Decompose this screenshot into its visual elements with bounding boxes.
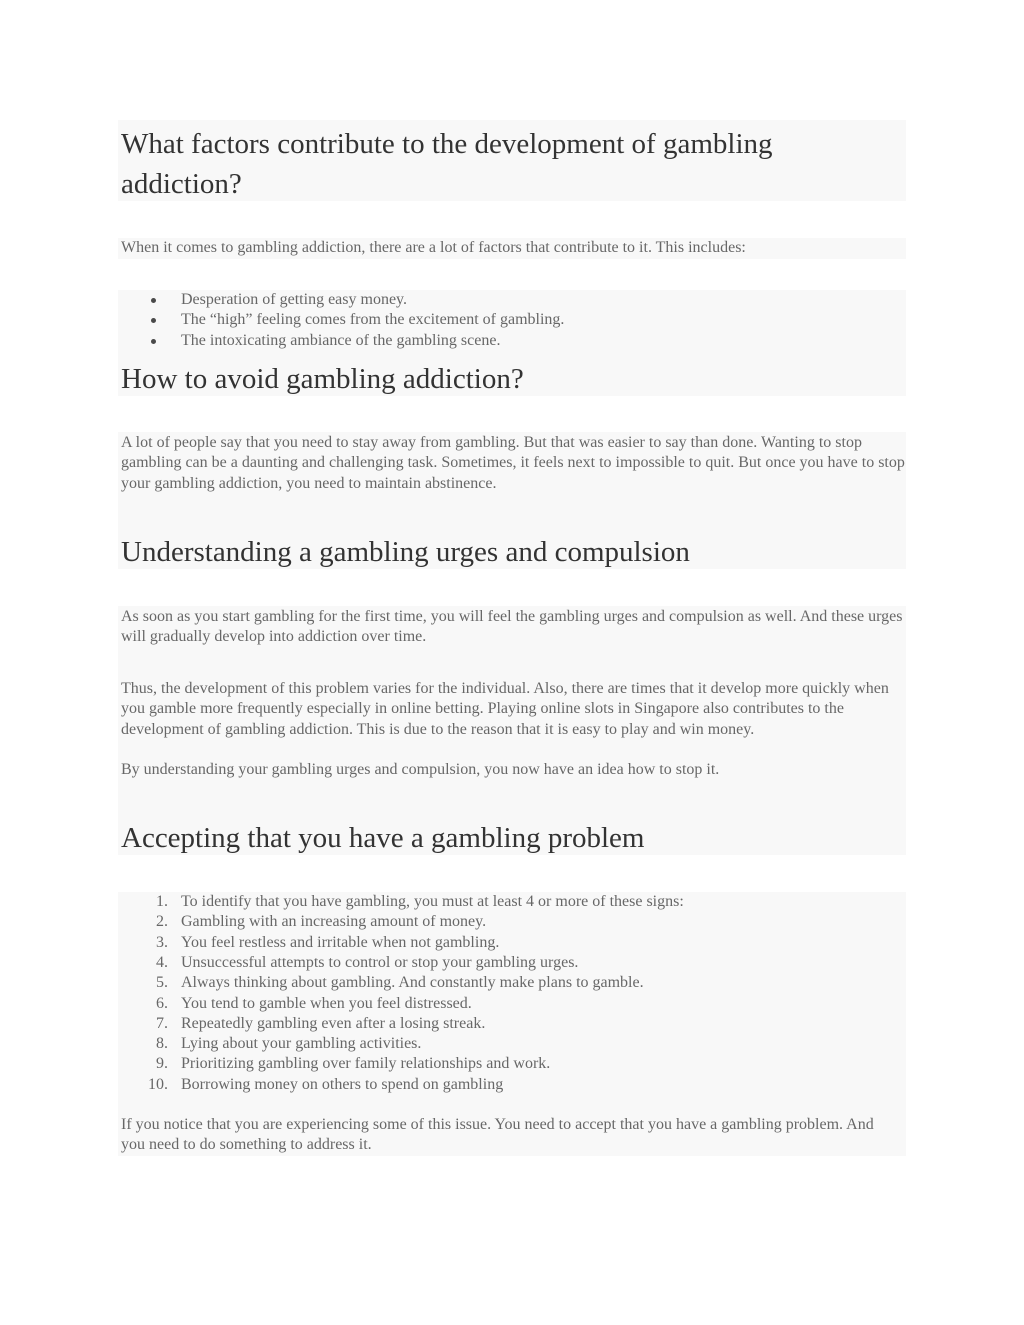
- list-number: 9.: [156, 1055, 168, 1073]
- intro-paragraph: When it comes to gambling addiction, there are a lot of factors that contribute to it. This includes:: [121, 239, 746, 256]
- list-number: 10.: [148, 1075, 168, 1093]
- list-text: Gambling with an increasing amount of money.: [181, 913, 487, 931]
- list-number: 1.: [156, 893, 168, 910]
- closing-paragraph: If you notice that you are experiencing some of this issue. You need to accept that you have a gambling problem. And you need to do something to address it.: [121, 1116, 874, 1154]
- bullet-text: The intoxicating ambiance of the gambling scene.: [181, 331, 501, 349]
- list-number: 8.: [156, 1035, 168, 1053]
- list-number: 2.: [156, 913, 168, 931]
- body-paragraph: As soon as you start gambling for the first time, you will feel the gambling urges and compulsion as well. And these urges will gradually develop into addiction over time.: [121, 608, 903, 646]
- bullet-text: The “high” feeling comes from the excitement of gambling.: [181, 311, 565, 329]
- list-text: You tend to gamble when you feel distressed.: [181, 994, 472, 1012]
- list-number: 6.: [156, 994, 168, 1012]
- list-text: Always thinking about gambling. And constantly make plans to gamble.: [181, 974, 644, 992]
- list-text: Repeatedly gambling even after a losing streak.: [181, 1014, 486, 1032]
- body-paragraph: Thus, the development of this problem varies for the individual. Also, there are times that it develop more quickly when you gamble more frequently especially in online betting. Playing online slots in Singapore also contributes to the development of gambling addiction. This is due to the reason that it is easy to play and win money.: [121, 680, 889, 738]
- list-text: Prioritizing gambling over family relationships and work.: [181, 1055, 551, 1073]
- body-paragraph: A lot of people say that you need to stay away from gambling. But that was easier to say than done. Wanting to stop gambling can be a daunting and challenging task. Sometimes, it feels next to impossible to quit. But once you have to stop your gambling addiction, you need to maintain abstinence.: [121, 434, 905, 492]
- list-number: 3.: [156, 933, 168, 951]
- section-heading: Accepting that you have a gambling problem: [121, 822, 645, 854]
- section-heading: Understanding a gambling urges and compulsion: [121, 536, 690, 568]
- list-number: 4.: [156, 953, 168, 971]
- list-text: Lying about your gambling activities.: [181, 1035, 422, 1053]
- list-text: Unsuccessful attempts to control or stop your gambling urges.: [181, 953, 579, 971]
- section-heading: What factors contribute to the development of gambling addiction?: [121, 128, 773, 200]
- body-paragraph: By understanding your gambling urges and compulsion, you now have an idea how to stop it.: [121, 761, 720, 778]
- list-text: Borrowing money on others to spend on gambling: [181, 1075, 504, 1093]
- bullet-icon: [151, 339, 156, 344]
- bullet-text: Desperation of getting easy money.: [181, 291, 408, 308]
- list-text: To identify that you have gambling, you must at least 4 or more of these signs:: [181, 893, 684, 910]
- list-text: You feel restless and irritable when not gambling.: [181, 933, 500, 951]
- bullet-icon: [151, 298, 156, 303]
- list-number: 7.: [156, 1014, 168, 1032]
- section-heading: How to avoid gambling addiction?: [121, 363, 524, 395]
- list-number: 5.: [156, 974, 168, 992]
